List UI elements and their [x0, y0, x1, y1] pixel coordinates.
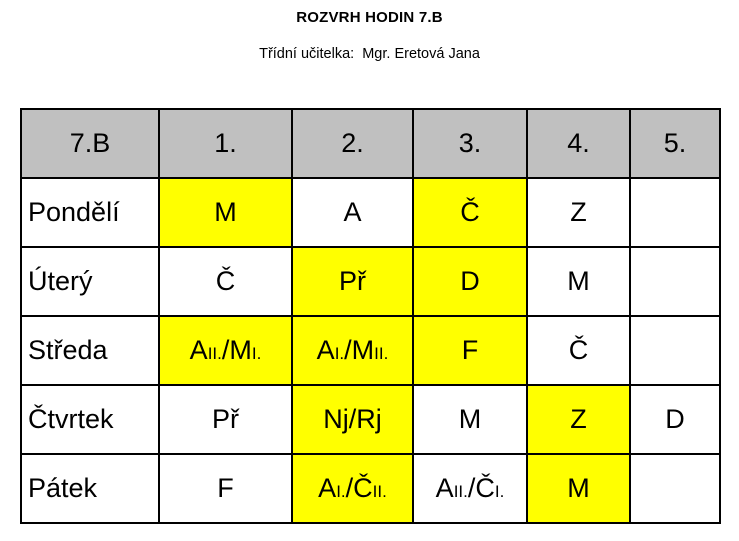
- lesson-text-part: I.: [251, 344, 262, 363]
- day-label: Pátek: [21, 454, 159, 523]
- lesson-text-part: II.: [453, 482, 468, 501]
- lesson-cell: Č: [527, 316, 630, 385]
- lesson-cell: [159, 316, 292, 385]
- period-header-2: 2.: [292, 109, 413, 178]
- lesson-text-part: II.: [374, 344, 389, 363]
- lesson-text-part: I.: [336, 482, 346, 501]
- period-header-4: 4.: [527, 109, 630, 178]
- lesson-text-part: I.: [334, 344, 345, 363]
- period-header-3: 3.: [413, 109, 527, 178]
- lesson-cell: D: [630, 385, 720, 454]
- lesson-text-part: /M: [344, 335, 375, 365]
- day-label: Úterý: [21, 247, 159, 316]
- lesson-cell: Č: [413, 178, 527, 247]
- lesson-cell: Nj/Rj: [292, 385, 413, 454]
- lesson-cell: [630, 316, 720, 385]
- lesson-cell: Z: [527, 178, 630, 247]
- teacher-label: Třídní učitelka:: [259, 46, 355, 62]
- lesson-cell: Př: [292, 247, 413, 316]
- lesson-cell: [630, 454, 720, 523]
- page-title: ROZVRH HODIN 7.B: [296, 9, 443, 26]
- lesson-cell: F: [413, 316, 527, 385]
- teacher-line: [0, 46, 739, 62]
- header-row: [21, 109, 720, 178]
- lesson-text-part: /Č: [345, 473, 373, 503]
- lesson-cell: M: [527, 454, 630, 523]
- lesson-text-part: I.: [494, 482, 505, 501]
- day-label: Pondělí: [21, 178, 159, 247]
- lesson-cell: M: [527, 247, 630, 316]
- table-row: [21, 454, 720, 523]
- lesson-text-part: A: [435, 473, 454, 503]
- lesson-cell: [630, 247, 720, 316]
- lesson-text-part: II.: [207, 344, 222, 363]
- table-row: [21, 316, 720, 385]
- table-row: [21, 385, 720, 454]
- lesson-cell: [292, 454, 413, 523]
- period-header-5: 5.: [630, 109, 720, 178]
- period-header-1: 1.: [159, 109, 292, 178]
- lesson-cell: Z: [527, 385, 630, 454]
- lesson-cell: M: [159, 178, 292, 247]
- teacher-name: Mgr. Eretová Jana: [362, 46, 480, 62]
- lesson-text-part: A: [316, 335, 335, 365]
- lesson-cell: [292, 316, 413, 385]
- day-label: Středa: [21, 316, 159, 385]
- table-row: [21, 247, 720, 316]
- lesson-cell: F: [159, 454, 292, 523]
- schedule-table: [20, 108, 721, 524]
- lesson-cell: [630, 178, 720, 247]
- lesson-cell: Př: [159, 385, 292, 454]
- lesson-cell: D: [413, 247, 527, 316]
- lesson-text-part: /Č: [467, 473, 495, 503]
- table-row: [21, 178, 720, 247]
- lesson-text-part: A: [189, 335, 208, 365]
- lesson-cell: Č: [159, 247, 292, 316]
- lesson-cell: A: [292, 178, 413, 247]
- lesson-text-part: /M: [221, 335, 252, 365]
- lesson-text-part: II.: [372, 482, 387, 501]
- lesson-text-part: A: [318, 473, 337, 503]
- lesson-cell: [413, 454, 527, 523]
- day-label: Čtvrtek: [21, 385, 159, 454]
- class-header-cell: 7.B: [21, 109, 159, 178]
- lesson-cell: M: [413, 385, 527, 454]
